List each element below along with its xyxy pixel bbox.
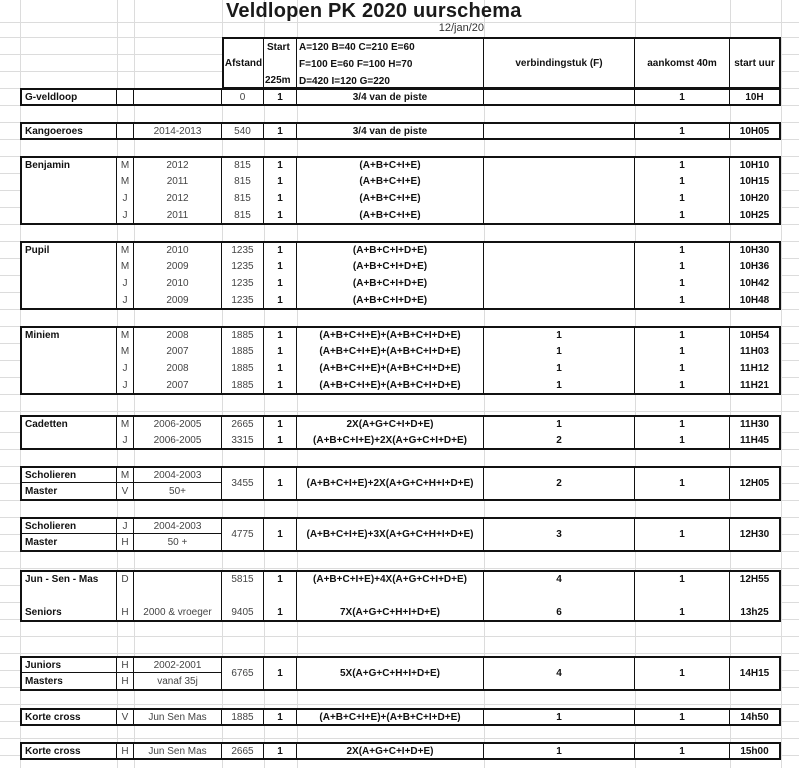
cell-dist[interactable]: 540 [222,122,265,140]
cell-route[interactable]: (A+B+C+I+E) [297,190,485,208]
cell-route[interactable]: (A+B+C+I+E) [297,207,485,225]
cell-g[interactable]: M [117,156,135,174]
cell-route[interactable]: 5X(A+G+C+H+I+D+E) [297,656,485,691]
cell-uur[interactable]: 10H20 [730,190,781,208]
cell-uur[interactable]: 14h50 [730,708,781,726]
cell-cat[interactable]: Juniors [20,656,118,673]
cell-uur[interactable]: 11H30 [730,415,781,433]
cell-uur[interactable]: 14H15 [730,656,781,691]
cell-year[interactable]: 2004-2003 [134,466,223,483]
cell-verb[interactable]: 2 [484,432,636,450]
cell-route[interactable]: (A+B+C+I+E)+(A+B+C+I+D+E) [297,360,485,378]
cell-verb[interactable]: 2 [484,466,636,501]
cell-start[interactable]: 1 [264,432,298,450]
cell-aank[interactable]: 1 [635,360,731,378]
cell-cat[interactable]: Jun - Sen - Mas [20,570,118,588]
cell-year[interactable]: Jun Sen Mas [134,708,223,726]
cell-verb[interactable]: 1 [484,377,636,395]
cell-year[interactable]: 2007 [134,377,223,395]
cell-uur[interactable]: 10H42 [730,275,781,293]
cell-uur[interactable]: 12H30 [730,517,781,552]
cell-year[interactable]: 2008 [134,360,223,378]
cell-g[interactable]: M [117,343,135,361]
cell-year[interactable]: 2010 [134,241,223,259]
cell-uur[interactable]: 13h25 [730,604,781,622]
header-aankomst: aankomst 40m [635,37,731,89]
cell-dist[interactable]: 1885 [222,708,265,726]
cell-g[interactable]: J [117,360,135,378]
cell-start[interactable]: 1 [264,604,298,622]
cell-aank[interactable]: 1 [635,207,731,225]
cell-cat[interactable]: Miniem [20,326,118,344]
cell-cat[interactable]: Pupil [20,241,118,259]
cell-year[interactable]: Jun Sen Mas [134,742,223,760]
cell-g[interactable]: M [117,326,135,344]
cell-year[interactable]: 2006-2005 [134,432,223,450]
cell-route[interactable]: (A+B+C+I+E)+(A+B+C+I+D+E) [297,377,485,395]
cell-start[interactable]: 1 [264,377,298,395]
cell-dist[interactable]: 1885 [222,360,265,378]
cell-route[interactable]: (A+B+C+I+E) [297,173,485,191]
header-start-label: Start [267,42,290,53]
cell-aank[interactable]: 1 [635,377,731,395]
cell-route[interactable]: (A+B+C+I+E)+4X(A+G+C+I+D+E) [297,570,485,588]
cell-cat[interactable] [20,377,118,395]
cell-g[interactable]: D [117,570,135,588]
cell-start[interactable]: 1 [264,173,298,191]
cell-empty[interactable] [635,587,731,605]
cell-empty[interactable] [222,587,265,605]
cell-dist[interactable]: 1885 [222,377,265,395]
cell-route[interactable]: (A+B+C+I+D+E) [297,241,485,259]
cell-dist[interactable]: 1235 [222,292,265,310]
cell-year[interactable]: 2009 [134,292,223,310]
cell-aank[interactable]: 1 [635,241,731,259]
cell-cat2[interactable]: Master [20,483,118,501]
cell-g[interactable]: J [117,190,135,208]
cell-year[interactable]: 2012 [134,190,223,208]
cell-g[interactable]: V [117,708,135,726]
cell-dist[interactable]: 0 [222,88,265,106]
cell-aank[interactable]: 1 [635,742,731,760]
cell-verb[interactable]: 1 [484,360,636,378]
cell-g[interactable]: H [117,604,135,622]
header-start-uur: start uur [730,37,781,89]
cell-cat[interactable]: Kangoeroes [20,122,118,140]
cell-cat[interactable] [20,207,118,225]
cell-route[interactable]: 7X(A+G+C+H+I+D+E) [297,604,485,622]
cell-verb[interactable] [484,258,636,276]
cell-uur[interactable]: 12H55 [730,570,781,588]
cell-uur[interactable]: 10H54 [730,326,781,344]
cell-cat[interactable]: Scholieren [20,517,118,534]
cell-verb[interactable] [484,292,636,310]
cell-verb[interactable]: 1 [484,742,636,760]
header-verbindingstuk: verbindingstuk (F) [484,37,636,89]
cell-start[interactable]: 1 [264,156,298,174]
cell-verb[interactable]: 4 [484,656,636,691]
cell-g[interactable]: J [117,377,135,395]
cell-cat[interactable] [20,190,118,208]
cell-uur[interactable]: 10H10 [730,156,781,174]
cell-cat[interactable]: G-veldloop [20,88,118,106]
cell-uur[interactable]: 10H15 [730,173,781,191]
cell-uur[interactable]: 11H12 [730,360,781,378]
cell-uur[interactable]: 11H45 [730,432,781,450]
cell-start[interactable]: 1 [264,292,298,310]
cell-cat[interactable]: Scholieren [20,466,118,483]
cell-route[interactable]: (A+B+C+I+D+E) [297,275,485,293]
cell-cat[interactable] [20,173,118,191]
cell-empty[interactable] [20,587,118,605]
cell-uur[interactable]: 12H05 [730,466,781,501]
cell-g[interactable]: M [117,466,135,483]
cell-empty[interactable] [117,587,135,605]
cell-year[interactable]: 2006-2005 [134,415,223,433]
legend-line-2: F=100 E=60 F=100 H=70 [299,59,413,70]
cell-verb[interactable] [484,275,636,293]
cell-aank[interactable]: 1 [635,343,731,361]
cell-aank[interactable]: 1 [635,604,731,622]
cell-verb[interactable] [484,156,636,174]
cell-verb[interactable] [484,241,636,259]
cell-verb[interactable] [484,207,636,225]
cell-empty[interactable] [264,587,298,605]
cell-start[interactable]: 1 [264,88,298,106]
cell-dist[interactable]: 815 [222,156,265,174]
cell-start[interactable]: 1 [264,190,298,208]
cell-verb[interactable] [484,190,636,208]
cell-uur[interactable]: 10H [730,88,781,106]
cell-route[interactable]: 3/4 van de piste [297,122,485,140]
cell-cat[interactable]: Korte cross [20,742,118,760]
cell-year[interactable]: 2008 [134,326,223,344]
cell-g2[interactable]: H [117,534,135,552]
cell-start[interactable]: 1 [264,207,298,225]
cell-year[interactable]: 2011 [134,173,223,191]
cell-g[interactable]: H [117,742,135,760]
cell-cat[interactable] [20,258,118,276]
cell-year[interactable]: 2011 [134,207,223,225]
cell-aank[interactable]: 1 [635,275,731,293]
cell-start[interactable]: 1 [264,656,298,691]
cell-g[interactable]: J [117,292,135,310]
cell-start[interactable]: 1 [264,415,298,433]
cell-aank[interactable]: 1 [635,466,731,501]
cell-route[interactable]: (A+B+C+I+E)+2X(A+G+C+H+I+D+E) [297,466,485,501]
cell-route[interactable]: (A+B+C+I+E)+(A+B+C+I+D+E) [297,708,485,726]
cell-cat[interactable] [20,275,118,293]
header-start-distance: 225m [265,75,291,86]
cell-g[interactable]: J [117,207,135,225]
cell-year[interactable] [134,570,223,588]
cell-aank[interactable]: 1 [635,708,731,726]
cell-start[interactable]: 1 [264,326,298,344]
cell-uur[interactable]: 11H03 [730,343,781,361]
cell-aank[interactable]: 1 [635,190,731,208]
cell-dist[interactable]: 2665 [222,742,265,760]
cell-g[interactable]: M [117,415,135,433]
cell-year2[interactable]: vanaf 35j [134,673,223,691]
cell-route[interactable]: 2X(A+G+C+I+D+E) [297,742,485,760]
cell-dist[interactable]: 9405 [222,604,265,622]
cell-dist[interactable]: 1235 [222,275,265,293]
cell-route[interactable]: 2X(A+G+C+I+D+E) [297,415,485,433]
cell-verb[interactable]: 4 [484,570,636,588]
cell-empty[interactable] [730,587,781,605]
cell-route[interactable]: (A+B+C+I+E)+(A+B+C+I+D+E) [297,326,485,344]
cell-aank[interactable]: 1 [635,122,731,140]
cell-start[interactable]: 1 [264,241,298,259]
cell-aank[interactable]: 1 [635,258,731,276]
cell-aank[interactable]: 1 [635,173,731,191]
header-route-legend [297,37,485,89]
cell-dist[interactable]: 1885 [222,326,265,344]
cell-route[interactable]: (A+B+C+I+E) [297,156,485,174]
cell-uur[interactable]: 10H25 [730,207,781,225]
sheet-title: Veldlopen PK 2020 uurschema [226,0,522,22]
cell-verb[interactable]: 3 [484,517,636,552]
cell-cat[interactable]: Benjamin [20,156,118,174]
cell-empty[interactable] [297,587,485,605]
cell-dist[interactable]: 815 [222,190,265,208]
cell-verb[interactable]: 1 [484,343,636,361]
cell-uur[interactable]: 10H05 [730,122,781,140]
cell-year[interactable]: 2014-2013 [134,122,223,140]
cell-verb[interactable]: 1 [484,326,636,344]
cell-verb[interactable] [484,122,636,140]
cell-uur[interactable]: 15h00 [730,742,781,760]
cell-dist[interactable]: 815 [222,207,265,225]
cell-aank[interactable]: 1 [635,326,731,344]
cell-route[interactable]: (A+B+C+I+E)+2X(A+G+C+I+D+E) [297,432,485,450]
cell-g[interactable]: M [117,241,135,259]
cell-cat[interactable] [20,360,118,378]
cell-start[interactable]: 1 [264,742,298,760]
cell-cat[interactable] [20,432,118,450]
cell-start[interactable]: 1 [264,360,298,378]
legend-line-3: D=420 I=120 G=220 [299,76,390,87]
cell-year[interactable]: 2002-2001 [134,656,223,673]
cell-aank[interactable]: 1 [635,656,731,691]
cell-year[interactable]: 2009 [134,258,223,276]
cell-verb[interactable] [484,88,636,106]
cell-empty[interactable] [484,587,636,605]
cell-verb[interactable] [484,173,636,191]
cell-g[interactable]: M [117,173,135,191]
legend-line-1: A=120 B=40 C=210 E=60 [299,42,415,53]
header-afstand: Afstand [222,37,265,89]
cell-g2[interactable]: H [117,673,135,691]
cell-dist[interactable]: 3315 [222,432,265,450]
sheet-date: 12/jan/20 [438,22,484,34]
cell-dist[interactable]: 1885 [222,343,265,361]
cell-dist[interactable]: 4775 [222,517,265,552]
cell-cat[interactable]: Korte cross [20,708,118,726]
cell-aank[interactable]: 1 [635,570,731,588]
cell-cat2[interactable]: Master [20,534,118,552]
cell-verb[interactable]: 1 [484,708,636,726]
cell-aank[interactable]: 1 [635,292,731,310]
cell-year[interactable] [134,88,223,106]
cell-dist[interactable]: 3455 [222,466,265,501]
cell-route[interactable]: (A+B+C+I+D+E) [297,258,485,276]
cell-cat[interactable]: Cadetten [20,415,118,433]
cell-g[interactable]: J [117,517,135,534]
cell-g[interactable]: H [117,656,135,673]
cell-route[interactable]: (A+B+C+I+E)+3X(A+G+C+H+I+D+E) [297,517,485,552]
cell-year[interactable]: 2004-2003 [134,517,223,534]
cell-aank[interactable]: 1 [635,156,731,174]
cell-aank[interactable]: 1 [635,517,731,552]
cell-cat[interactable] [20,343,118,361]
cell-g2[interactable]: V [117,483,135,501]
cell-empty[interactable] [134,587,223,605]
cell-g[interactable] [117,122,135,140]
cell-start[interactable]: 1 [264,570,298,588]
cell-start[interactable]: 1 [264,466,298,501]
cell-start[interactable]: 1 [264,122,298,140]
cell-start[interactable]: 1 [264,343,298,361]
cell-g[interactable]: J [117,275,135,293]
cell-aank[interactable]: 1 [635,88,731,106]
cell-dist[interactable]: 2665 [222,415,265,433]
cell-uur[interactable]: 10H36 [730,258,781,276]
cell-route[interactable]: 3/4 van de piste [297,88,485,106]
cell-dist[interactable]: 815 [222,173,265,191]
cell-uur[interactable]: 10H48 [730,292,781,310]
cell-year[interactable]: 2012 [134,156,223,174]
cell-g[interactable]: J [117,432,135,450]
cell-year[interactable]: 2010 [134,275,223,293]
cell-start[interactable]: 1 [264,258,298,276]
cell-start[interactable]: 1 [264,708,298,726]
cell-route[interactable]: (A+B+C+I+D+E) [297,292,485,310]
cell-route[interactable]: (A+B+C+I+E)+(A+B+C+I+D+E) [297,343,485,361]
cell-dist[interactable]: 1235 [222,241,265,259]
cell-start[interactable]: 1 [264,275,298,293]
cell-verb[interactable]: 6 [484,604,636,622]
cell-g[interactable] [117,88,135,106]
cell-g[interactable]: M [117,258,135,276]
cell-verb[interactable]: 1 [484,415,636,433]
cell-start[interactable]: 1 [264,517,298,552]
cell-uur[interactable]: 10H30 [730,241,781,259]
cell-cat2[interactable]: Masters [20,673,118,691]
cell-aank[interactable]: 1 [635,432,731,450]
cell-uur[interactable]: 11H21 [730,377,781,395]
cell-year2[interactable]: 50+ [134,483,223,501]
cell-year2[interactable]: 50 + [134,534,223,552]
cell-aank[interactable]: 1 [635,415,731,433]
cell-dist[interactable]: 6765 [222,656,265,691]
cell-dist[interactable]: 5815 [222,570,265,588]
cell-year[interactable]: 2000 & vroeger [134,604,223,622]
cell-cat[interactable]: Seniors [20,604,118,622]
cell-dist[interactable]: 1235 [222,258,265,276]
cell-cat[interactable] [20,292,118,310]
header-start [264,37,298,89]
cell-year[interactable]: 2007 [134,343,223,361]
